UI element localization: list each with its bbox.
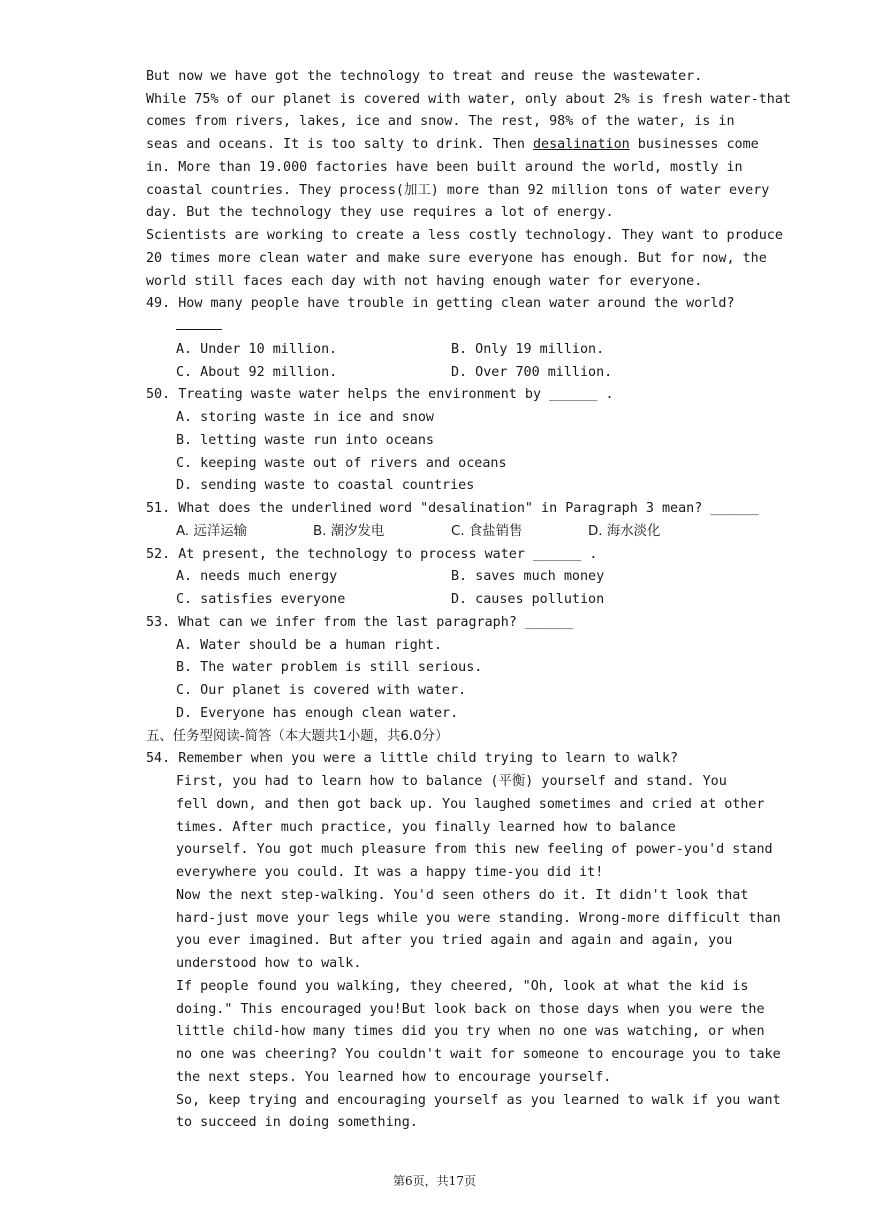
question-51-stem: 51. What does the underlined word "desalination" in Paragraph 3 mean? ______ [146,501,759,516]
option-49-d: D. Over 700 million. [451,365,613,380]
question-53-stem: 53. What can we infer from the last paragraph? ______ [146,615,574,630]
question-54-line: yourself. You got much pleasure from this new feeling of power-you'd stand [176,842,773,857]
passage-line: day. But the technology they use requires a lot of energy. [146,205,614,220]
option-52-b: B. saves much money [451,569,605,584]
page-number: 第6页，共17页 [393,1174,476,1188]
question-54-line: everywhere you could. It was a happy time-you did it! [176,865,604,880]
question-54-line: the next steps. You learned how to encourage yourself. [176,1070,612,1085]
option-53-a: A. Water should be a human right. [176,638,443,653]
option-50-a: A. storing waste in ice and snow [176,410,434,425]
option-53-b: B. The water problem is still serious. [176,660,483,675]
passage-line: world still faces each day with not having enough water for everyone. [146,274,703,289]
option-51-c-text: C. 食盐销售 [451,524,523,539]
option-52-d: D. causes pollution [451,592,605,607]
question-54-line: If people found you walking, they cheered, "Oh, look at what the kid is [176,979,749,994]
question-54-line: understood how to walk. [176,956,362,971]
question-49-stem: 49. How many people have trouble in getting clean water around the world? [146,296,735,311]
question-54-line: doing." This encouraged you!But look back on those days when you were the [176,1002,765,1017]
option-49-b: B. Only 19 million. [451,342,605,357]
option-49-a: A. Under 10 million. [176,342,338,357]
question-54-line: little child-how many times did you try when no one was watching, or when [176,1024,765,1039]
option-51-b [313,521,384,543]
option-51-d [588,521,660,543]
answer-blank [176,316,222,338]
option-53-d: D. Everyone has enough clean water. [176,706,459,721]
question-54-line: to succeed in doing something. [176,1115,418,1130]
question-54-stem: 54. Remember when you were a little child trying to learn to walk? [146,751,679,766]
passage-line: Scientists are working to create a less costly technology. They want to produce [146,228,783,243]
passage-line-with-underlined-word [146,134,759,156]
question-50-stem: 50. Treating waste water helps the environment by ______ . [146,387,614,402]
question-54-line: Now the next step-walking. You'd seen others do it. It didn't look that [176,888,749,903]
question-54-line: times. After much practice, you finally learned how to balance [176,820,676,835]
section-heading: 五、任务型阅读-简答（本大题共1小题，共6.0分） [146,729,449,744]
option-52-a: A. needs much energy [176,569,338,584]
question-54-line: First, you had to learn how to balance (平衡) yourself and stand. You [176,774,727,789]
passage-line: in. More than 19.000 factories have been built around the world, mostly in [146,160,743,175]
option-51-a [176,521,247,543]
option-50-c: C. keeping waste out of rivers and oceans [176,456,507,471]
option-50-d: D. sending waste to coastal countries [176,478,475,493]
passage-line: comes from rivers, lakes, ice and snow. The rest, 98% of the water, is in [146,114,735,129]
option-50-b: B. letting waste run into oceans [176,433,434,448]
passage-line: But now we have got the technology to treat and reuse the wastewater. [146,69,703,84]
option-49-c: C. About 92 million. [176,365,338,380]
option-52-c: C. satisfies everyone [176,592,346,607]
option-53-c: C. Our planet is covered with water. [176,683,467,698]
underlined-word-desalination: desalination [532,137,630,152]
question-54-line: hard-just move your legs while you were standing. Wrong-more difficult than [176,911,781,926]
passage-line: 20 times more clean water and make sure everyone has enough. But for now, the [146,251,767,266]
passage-text: businesses come [629,137,759,152]
option-51-b-text: B. 潮汐发电 [313,524,385,539]
question-54-line: fell down, and then got back up. You laughed sometimes and cried at other [176,797,765,812]
question-54-line: So, keep trying and encouraging yourself as you learned to walk if you want [176,1093,781,1108]
question-52-stem: 52. At present, the technology to process water ______ . [146,547,598,562]
question-54-line: no one was cheering? You couldn't wait for someone to encourage you to take [176,1047,781,1062]
option-51-a-text: A. 远洋运输 [176,524,247,539]
passage-line: While 75% of our planet is covered with water, only about 2% is fresh water-that [146,92,791,107]
option-51-c [451,521,522,543]
option-51-d-text: D. 海水淡化 [588,524,661,539]
passage-text: seas and oceans. It is too salty to drink. Then [146,137,533,152]
passage-line: coastal countries. They process(加工) more than 92 million tons of water every [146,183,770,198]
question-54-line: you ever imagined. But after you tried again and again and again, you [176,933,733,948]
